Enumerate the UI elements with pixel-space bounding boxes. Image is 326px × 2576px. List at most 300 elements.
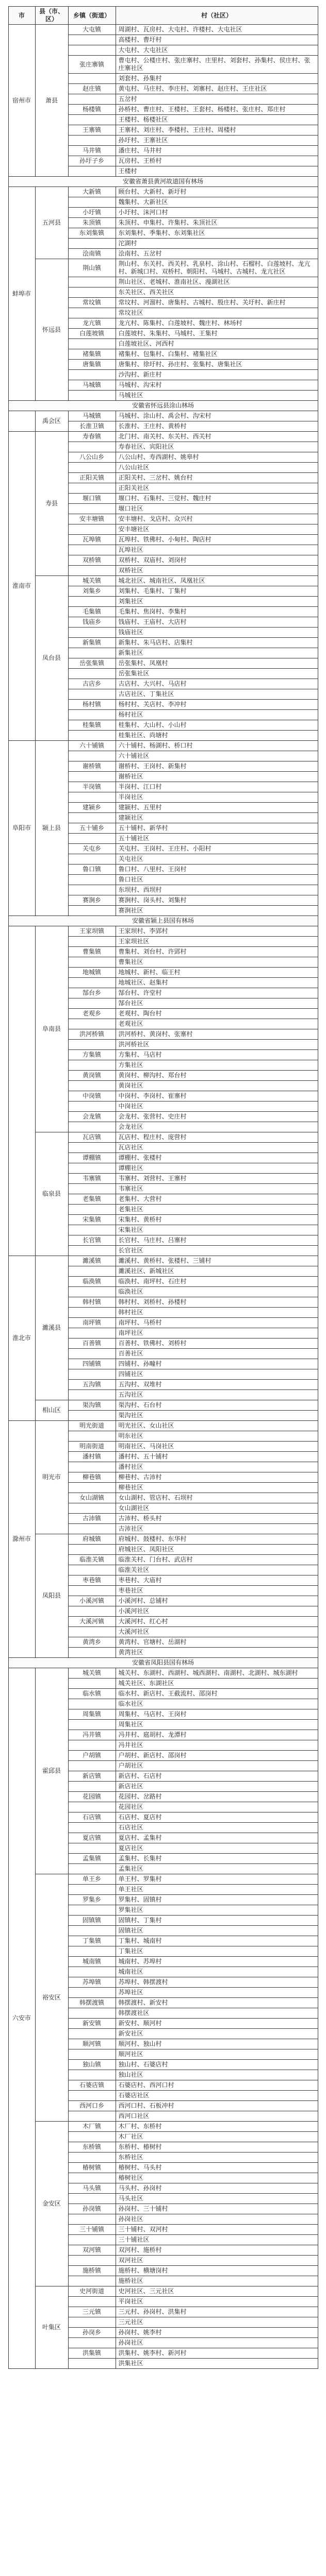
town-cell: [68, 1411, 116, 1421]
villages-cell: 刘集村、毛集村、丁集村: [116, 586, 318, 597]
villages-cell: 桂集社区、尚塘村: [116, 731, 318, 741]
note-text: 安徽省凤阳县国有林场: [8, 1658, 318, 1668]
villages-cell: 建颍村、五里村: [116, 803, 318, 813]
villages-cell: 临水村、新店村、王截流村、邵岗村: [116, 1689, 318, 1699]
villages-cell: 东关社区、西关社区: [116, 287, 318, 298]
town-cell: 户胡镇: [68, 1751, 116, 1761]
town-cell: [68, 2029, 116, 2039]
town-cell: [68, 2235, 116, 2245]
town-cell: 浍南镇: [68, 249, 116, 259]
town-cell: 关屯乡: [68, 844, 116, 854]
villages-cell: 宋集社区: [116, 1225, 318, 1235]
table-row: [8, 741, 318, 751]
villages-cell: 潘村社区: [116, 1462, 318, 1472]
city-cell: [8, 411, 35, 432]
town-cell: [68, 1565, 116, 1575]
villages-cell: 半岗社区: [116, 792, 318, 803]
villages-cell: 中岗村、李岗村、崔寨村: [116, 1091, 318, 1101]
villages-cell: 八公山社区: [116, 463, 318, 473]
town-cell: 柳巷镇: [68, 1472, 116, 1483]
villages-cell: 五岔村: [116, 94, 318, 105]
town-cell: 谢桥镇: [68, 761, 116, 772]
villages-cell: 临淮关村、门台村、武店村: [116, 1555, 318, 1565]
villages-cell: 小溪河村、总铺村: [116, 1596, 318, 1606]
villages-cell: 石店村、夏店村: [116, 1812, 318, 1823]
town-cell: [68, 978, 116, 988]
town-cell: [68, 370, 116, 380]
villages-cell: 百善社区: [116, 1349, 318, 1359]
town-cell: [68, 937, 116, 947]
villages-cell: 常坟村、河溜村、唐集村、古城村、殷庄村、关圩村、新庄村: [116, 298, 318, 308]
town-cell: [68, 339, 116, 349]
town-cell: 双桥镇: [68, 555, 116, 566]
town-cell: [68, 166, 116, 177]
villages-cell: 瓦店社区: [116, 1143, 318, 1153]
villages-cell: 方集社区: [116, 1060, 318, 1071]
villages-cell: 马城社区: [116, 391, 318, 401]
town-cell: 瓦店镇: [68, 1132, 116, 1143]
town-cell: 张庄寨镇: [68, 56, 116, 74]
town-cell: [68, 1885, 116, 1895]
town-cell: [68, 1802, 116, 1812]
villages-cell: 城关村、东湖村、西湖村、城西湖村、南湖村、北湖村、城东湖村: [116, 1668, 318, 1679]
villages-cell: 魏集村、大新社区: [116, 197, 318, 208]
county-cell: 叶集区: [35, 2286, 68, 2369]
town-cell: [68, 2297, 116, 2307]
villages-cell: 渠沟社区: [116, 1411, 318, 1421]
town-cell: [68, 597, 116, 607]
villages-cell: 安丰塘社区: [116, 524, 318, 535]
villages-cell: 谭棚村、张楼村: [116, 1153, 318, 1163]
villages-cell: 谢桥村、王岗村、新集村: [116, 761, 318, 772]
town-cell: 中岗镇: [68, 1091, 116, 1101]
note-row: [8, 401, 318, 411]
city-cell: 六安市: [8, 1668, 35, 2369]
town-cell: 渠沟镇: [68, 1400, 116, 1411]
town-cell: 韩村镇: [68, 1297, 116, 1308]
villages-cell: 新安社区: [116, 2029, 318, 2039]
town-cell: 周集镇: [68, 1709, 116, 1720]
town-cell: 大屯镇: [68, 25, 116, 35]
villages-cell: 明东社区: [116, 1431, 318, 1442]
town-cell: 花园镇: [68, 1792, 116, 1802]
town-cell: [68, 1761, 116, 1771]
town-cell: [68, 308, 116, 318]
town-cell: [68, 731, 116, 741]
villages-cell: 唐集村、徐圩村、孙庄村、张集村、唐集社区: [116, 360, 318, 370]
villages-cell: 长官村、马庄村、吕寨村: [116, 1235, 318, 1246]
villages-cell: 高楼村、曹圩村: [116, 35, 318, 45]
town-cell: [68, 277, 116, 287]
town-cell: 正阳关镇: [68, 473, 116, 483]
town-cell: [68, 1205, 116, 1215]
villages-cell: 木厂社区: [116, 2132, 318, 2142]
header-city: 市: [8, 7, 35, 25]
town-cell: 会龙镇: [68, 1112, 116, 1122]
town-cell: [68, 2153, 116, 2163]
table-header-row: [8, 7, 318, 25]
town-cell: [68, 1946, 116, 1957]
note-row: [8, 177, 318, 187]
villages-cell: 双桥社区: [116, 566, 318, 576]
villages-cell: 东坝村、西坝村: [116, 885, 318, 895]
table-row: [8, 576, 318, 586]
villages-cell: 临淮关社区: [116, 1565, 318, 1575]
town-cell: [68, 94, 116, 105]
villages-cell: 老集村、大营村: [116, 1194, 318, 1205]
town-cell: [68, 1740, 116, 1751]
villages-cell: 东桥村、椿树村: [116, 2142, 318, 2153]
town-cell: 苏埠镇: [68, 1977, 116, 1988]
town-cell: 白莲坡镇: [68, 329, 116, 339]
villages-cell: 冯井社区: [116, 1740, 318, 1751]
villages-cell: 百善村、铁佛村、刘桥村: [116, 1338, 318, 1349]
town-cell: [68, 834, 116, 844]
villages-cell: 三元村、孙岗村、洪集村: [116, 2307, 318, 2317]
villages-cell: 正阳关村、三岔村、姚台村: [116, 473, 318, 483]
town-cell: [68, 1184, 116, 1194]
town-cell: 明光街道: [68, 1421, 116, 1431]
town-cell: [68, 2317, 116, 2328]
villages-cell: 五十铺社区: [116, 834, 318, 844]
town-cell: 固镇镇: [68, 1916, 116, 1926]
town-cell: 韦寨镇: [68, 1174, 116, 1184]
villages-cell: 桂集村、大山村、小山村: [116, 720, 318, 731]
villages-cell: 龙亢村、陈集村、白莲坡村、魏庄村、林场村: [116, 318, 318, 329]
villages-cell: 半岗村、江口村: [116, 782, 318, 792]
town-cell: [68, 1483, 116, 1493]
note-row: [8, 916, 318, 926]
villages-cell: 古店社区、丁集社区: [116, 689, 318, 700]
villages-cell: 褚集村、包集村、白集村、褚集社区: [116, 349, 318, 360]
town-cell: 宋集镇: [68, 1215, 116, 1225]
city-cell: 蚌埠市: [8, 187, 35, 401]
villages-cell: 会龙村、张营村、史庄村: [116, 1112, 318, 1122]
town-cell: [68, 906, 116, 916]
villages-cell: 四铺村、孙疃村: [116, 1359, 318, 1369]
town-cell: [68, 1967, 116, 1977]
town-cell: 东桥镇: [68, 2142, 116, 2153]
town-cell: 郜台乡: [68, 988, 116, 998]
villages-cell: 洪集村、姚李村、新河村: [116, 2348, 318, 2359]
town-cell: [68, 2111, 116, 2122]
town-cell: 大新镇: [68, 187, 116, 197]
villages-cell: 丁集社区: [116, 1946, 318, 1957]
town-cell: [68, 35, 116, 45]
villages-cell: 韩摆渡村、新安村: [116, 1998, 318, 2008]
town-cell: 长官镇: [68, 1235, 116, 1246]
county-cell: 濉溪县: [35, 1256, 68, 1400]
villages-cell: 小圩村、沫河口村: [116, 208, 318, 218]
town-cell: 夏店镇: [68, 1833, 116, 1843]
town-cell: [68, 1225, 116, 1235]
town-cell: 东刘集镇: [68, 228, 116, 239]
county-cell: 明光市: [35, 1421, 68, 1534]
town-cell: 三十铺镇: [68, 2225, 116, 2235]
town-cell: 荆山镇: [68, 259, 116, 277]
town-cell: [68, 2338, 116, 2348]
villages-cell: 谢桥社区: [116, 772, 318, 782]
villages-cell: 地城村、新村、临王村: [116, 968, 318, 978]
villages-cell: 濉溪社区、新城社区: [116, 1266, 318, 1277]
villages-cell: 寿春社区、宾阳社区: [116, 442, 318, 452]
town-cell: 史河街道: [68, 2286, 116, 2297]
town-cell: 杨村镇: [68, 700, 116, 710]
town-cell: [68, 2173, 116, 2183]
villages-cell: 黄湾村、官塘村、岳湖村: [116, 1637, 318, 1648]
town-cell: 椿树镇: [68, 2163, 116, 2173]
villages-cell: 花园村、岔路村: [116, 1792, 318, 1802]
villages-cell: 施桥村、横塘岗村: [116, 2266, 318, 2276]
town-cell: [68, 1864, 116, 1874]
town-cell: [68, 1390, 116, 1400]
villages-cell: 罗集社区: [116, 1905, 318, 1916]
town-cell: [68, 1143, 116, 1153]
villages-cell: 沱湖村: [116, 239, 318, 249]
town-cell: 孙岗乡: [68, 2328, 116, 2338]
villages-cell: 双河社区: [116, 2256, 318, 2266]
table-row: [8, 1534, 318, 1545]
villages-cell: 毛集村、焦岗村、李集村: [116, 607, 318, 617]
town-cell: [68, 710, 116, 720]
note-text: 安徽省萧县黄河故道国有林场: [8, 177, 318, 187]
villages-cell: 瓦房村、王桥村: [116, 156, 318, 166]
villages-cell: 府城村、鼓楼村、东华村: [116, 1534, 318, 1545]
town-cell: [68, 813, 116, 823]
town-cell: 孙圩子乡: [68, 156, 116, 166]
town-cell: [68, 504, 116, 514]
table-body: [8, 25, 318, 2369]
villages-cell: 南坪社区: [116, 1328, 318, 1338]
villages-cell: 荆山村、东关村、西关村、乳泉村、涂山村、石榴村、白莲坡村、龙亢村、新城口村、双桥村、朝阳村、马城村、古城村、龙亢社区: [116, 259, 318, 277]
villages-cell: 石婆店村、西河口村: [116, 2080, 318, 2091]
town-cell: 罗集乡: [68, 1895, 116, 1905]
villages-cell: 孙岗村、姚李村: [116, 2328, 318, 2338]
town-cell: [68, 2091, 116, 2101]
town-cell: [68, 1060, 116, 1071]
town-cell: 双河镇: [68, 2245, 116, 2256]
villages-cell: 黄岗村、柳沟村、郑台村: [116, 1071, 318, 1081]
table-row: [8, 187, 318, 197]
table-row: [8, 2286, 318, 2297]
town-cell: 安丰塘镇: [68, 514, 116, 524]
villages-cell: 固镇社区: [116, 1926, 318, 1936]
town-cell: 西河口乡: [68, 2101, 116, 2111]
villages-cell: 丁集村、城南村: [116, 1936, 318, 1946]
town-cell: [68, 648, 116, 658]
town-cell: [68, 1699, 116, 1709]
villages-cell: 双桥村、双庙村、刘岗村: [116, 555, 318, 566]
villages-cell: 孟集村、长集村: [116, 1854, 318, 1864]
town-cell: 桂集镇: [68, 720, 116, 731]
villages-cell: 周集村、马店村、王岗村: [116, 1709, 318, 1720]
town-cell: [68, 1586, 116, 1596]
town-cell: 小溪河镇: [68, 1596, 116, 1606]
town-cell: 城南镇: [68, 1957, 116, 1967]
villages-cell: 渠沟村、石台村: [116, 1400, 318, 1411]
town-cell: [68, 545, 116, 555]
town-cell: 唐集镇: [68, 360, 116, 370]
town-cell: [68, 442, 116, 452]
villages-cell: 曹集村、刘台村、许郢村: [116, 947, 318, 957]
town-cell: 临涣镇: [68, 1277, 116, 1287]
villages-cell: 韩村社区: [116, 1308, 318, 1318]
villages-cell: 潘村村、五十铺村: [116, 1452, 318, 1462]
town-cell: [68, 792, 116, 803]
villages-cell: 顺河村、独山村: [116, 2039, 318, 2049]
villages-cell: 王楼村: [116, 166, 318, 177]
town-cell: 韩摆渡镇: [68, 1998, 116, 2008]
town-cell: 老观乡: [68, 1009, 116, 1019]
town-cell: 古店乡: [68, 679, 116, 689]
villages-table: [8, 6, 318, 2369]
villages-cell: 独山村、石婆店村: [116, 2060, 318, 2070]
villages-cell: 单王村、罗集村: [116, 1874, 318, 1885]
villages-cell: 韦寨村、刘营村、王寨村: [116, 1174, 318, 1184]
town-cell: 方集镇: [68, 1050, 116, 1060]
town-cell: [68, 2256, 116, 2266]
villages-cell: 城北社区、城南社区、凤凰社区: [116, 576, 318, 586]
villages-cell: 岳张集社区: [116, 669, 318, 679]
note-row: [8, 1658, 318, 1668]
table-row: [8, 1874, 318, 1885]
villages-cell: 新店社区: [116, 1782, 318, 1792]
villages-cell: 城南村、苏埠村: [116, 1957, 318, 1967]
villages-cell: 六十铺村、杨湖村、桥口村: [116, 741, 318, 751]
town-cell: 刘集乡: [68, 586, 116, 597]
villages-cell: 宋集村、黄桥村: [116, 1215, 318, 1225]
town-cell: 古沛镇: [68, 1514, 116, 1524]
town-cell: [68, 1606, 116, 1617]
villages-cell: 刘套村、孙集村: [116, 74, 318, 84]
town-cell: [68, 1431, 116, 1442]
town-cell: [68, 1122, 116, 1132]
county-cell: 怀远县: [35, 259, 68, 401]
town-cell: [68, 957, 116, 968]
town-cell: 女山湖镇: [68, 1493, 116, 1503]
villages-cell: 洪集社区: [116, 2359, 318, 2369]
villages-cell: 谭棚社区: [116, 1163, 318, 1174]
town-cell: 明南街道: [68, 1442, 116, 1452]
villages-cell: 王家坝社区: [116, 937, 318, 947]
county-cell: 金安区: [35, 2122, 68, 2286]
villages-cell: 三十铺村、双河村: [116, 2225, 318, 2235]
town-cell: 南坪镇: [68, 1318, 116, 1328]
villages-cell: 堰口村、石集村、三觉村、魏庄村: [116, 494, 318, 504]
villages-cell: 瓦埠社区: [116, 545, 318, 555]
villages-cell: 岳张集村、凤凰村: [116, 658, 318, 669]
villages-cell: 钱庙村、王庙村、大店村: [116, 617, 318, 628]
villages-cell: 史河社区、三元社区: [116, 2286, 318, 2297]
villages-cell: 孙桥村、曹庄村、王楼村、王套村、杨楼村、张庄村、郑庄村: [116, 105, 318, 115]
villages-cell: 平岗社区: [116, 2297, 318, 2307]
town-cell: 孙岗镇: [68, 2204, 116, 2214]
villages-cell: 古沛村、桥头村: [116, 1514, 318, 1524]
town-cell: [68, 2359, 116, 2369]
villages-cell: 枣巷村、大庙村: [116, 1575, 318, 1586]
town-cell: 顺河镇: [68, 2039, 116, 2049]
town-cell: 赵庄镇: [68, 84, 116, 94]
table-row: [8, 926, 318, 937]
town-cell: 百善镇: [68, 1338, 116, 1349]
villages-cell: 施桥社区: [116, 2276, 318, 2286]
villages-cell: 冯井村、扈胡村、龙潭村: [116, 1730, 318, 1740]
town-cell: [68, 1308, 116, 1318]
town-cell: 潘村镇: [68, 1452, 116, 1462]
villages-cell: 北门村、南关村、东关村、西关村: [116, 432, 318, 442]
town-cell: [68, 2132, 116, 2142]
table-row: [8, 2122, 318, 2132]
villages-cell: 洪河桥社区: [116, 1040, 318, 1050]
villages-cell: 八公山村、寿西湖村、姚皋村: [116, 452, 318, 463]
town-cell: [68, 1720, 116, 1730]
town-cell: [68, 1328, 116, 1338]
town-cell: 钱庙乡: [68, 617, 116, 628]
town-cell: 石婆店镇: [68, 2080, 116, 2091]
villages-cell: 建颍社区: [116, 813, 318, 823]
town-cell: [68, 1926, 116, 1936]
header-villages: 村（社区）: [116, 7, 318, 25]
villages-cell: 双河村、施桥村: [116, 2245, 318, 2256]
town-cell: 朱顶镇: [68, 218, 116, 228]
villages-cell: 小溪河社区: [116, 1606, 318, 1617]
town-cell: [68, 2008, 116, 2019]
header-town: 乡镇（街道）: [68, 7, 116, 25]
villages-cell: 安丰塘村、戈店村、众兴村: [116, 514, 318, 524]
villages-cell: 马城村、涂山村、禹会村、沟宋村: [116, 411, 318, 421]
town-cell: [68, 689, 116, 700]
villages-cell: 鲁口村、八里村、王岗村: [116, 865, 318, 875]
villages-cell: 白莲坡社区、河西村: [116, 339, 318, 349]
town-cell: 曹集镇: [68, 947, 116, 957]
town-cell: 丁集镇: [68, 1936, 116, 1946]
town-cell: [68, 1019, 116, 1029]
villages-cell: 中岗社区: [116, 1101, 318, 1112]
town-cell: 黄岗镇: [68, 1071, 116, 1081]
table-row: [8, 1668, 318, 1679]
villages-cell: 鲁口社区: [116, 875, 318, 885]
county-cell: 霍邱县: [35, 1668, 68, 1874]
villages-cell: 城关社区、东湖社区: [116, 1679, 318, 1689]
town-cell: [68, 772, 116, 782]
town-cell: 毛集镇: [68, 607, 116, 617]
town-cell: [68, 1782, 116, 1792]
villages-cell: 府城社区、凤阳社区: [116, 1545, 318, 1555]
villages-cell: 瓦埠村、铁佛村、小甸村、陶店村: [116, 535, 318, 545]
villages-cell: 孙岗村、三十铺村: [116, 2204, 318, 2214]
villages-cell: 六十铺社区: [116, 751, 318, 761]
town-cell: 王寨镇: [68, 125, 116, 135]
villages-cell: 东刘集村、季集村、东刘集社区: [116, 228, 318, 239]
villages-cell: 白莲坡村、朱集村、马城村、王集村: [116, 329, 318, 339]
villages-cell: 明南社区、马岗社区: [116, 1442, 318, 1452]
city-cell: 淮北市: [8, 1256, 35, 1421]
villages-cell: 老集社区: [116, 1205, 318, 1215]
villages-cell: 曹集社区: [116, 957, 318, 968]
town-cell: 岳张集镇: [68, 658, 116, 669]
villages-cell: 赛涧村、岗头村、刘集村: [116, 895, 318, 906]
villages-cell: 五沟社区: [116, 1390, 318, 1400]
county-cell: 相山区: [35, 1400, 68, 1421]
town-cell: [68, 1349, 116, 1359]
villages-cell: 单王社区: [116, 1885, 318, 1895]
county-cell: 颍上县: [35, 741, 68, 916]
town-cell: 濉溪镇: [68, 1256, 116, 1266]
villages-cell: 大屯村、大屯社区: [116, 45, 318, 56]
town-cell: 马城镇: [68, 380, 116, 391]
town-cell: [68, 875, 116, 885]
villages-cell: 夏店社区: [116, 1843, 318, 1854]
